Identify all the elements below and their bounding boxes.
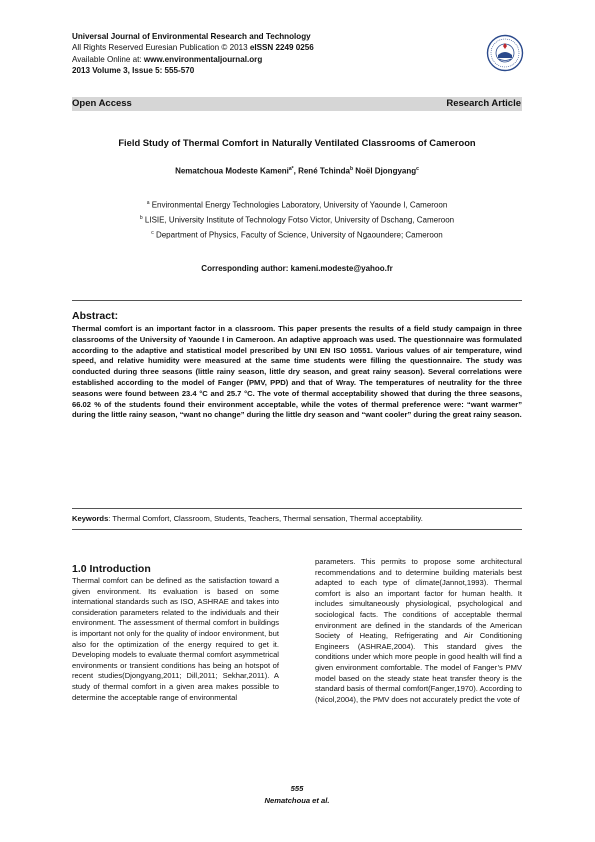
author-sup: c	[416, 166, 419, 172]
author-sup: a*	[288, 166, 294, 172]
journal-header	[72, 31, 314, 76]
article-type-label: Research Article	[446, 98, 521, 109]
journal-url[interactable]: www.environmentaljournal.org	[143, 54, 263, 64]
divider	[72, 300, 522, 301]
corresponding-author: Corresponding author: kameni.modeste@yahoo.fr	[201, 264, 393, 273]
online-label: Available Online at:	[72, 54, 144, 64]
keywords	[72, 514, 522, 523]
author-sup: b	[349, 166, 353, 172]
body-column-right: parameters. This permits to propose some architectural recommendations and to determine building materials best adapted to each type of climate(Jannot,1993). Thermal comfort is also an important factor for human health. It includes simultaneously physiological, psychological and sociological facts. The conditions of acceptable thermal environment are defined in the standards of the American Society of Heating, Refrigerating and Air Conditioning Engineers (ASHRAE,2004). This standard gives the conditions under which more people in good health will find a given environment comfortable. The model of Fanger’s PMV model based on the steady state heat transfer theory is the standard basis of thermal comfort(Fanger,1970). According to (Nicol,2004), the PMV does not accurately predict the vote of	[315, 557, 522, 704]
author-name: Noël Djongyang	[355, 166, 417, 176]
affiliations	[72, 197, 522, 242]
journal-name: Universal Journal of Environmental Research and Technology	[72, 32, 311, 41]
page-number: 555	[290, 784, 304, 793]
keywords-label: Keywords	[72, 514, 109, 523]
author-name: René Tchinda	[298, 166, 350, 176]
affiliation: $^b$ LISIE, University Institute of Technology Fotso Victor, University of Dschang, Cameroon	[139, 215, 455, 225]
footer-author: Nematchoua et al.	[264, 796, 330, 805]
section-heading: 1.0 Introduction	[72, 563, 151, 575]
abstract-text: Thermal comfort is an important factor in a classroom. This paper presents the results of a field study campaign in three classrooms of the University of Yaounde I in Cameroon. An adaptive approach was used. The questionnaire was formulated according to the adaptive and statistical model prescribed by UNI EN ISO 10551. Various values of air temperature, wind speed, and relative humidity were measured at the same time students were filling the questionnaire. The study was conducted during three seasons (little rainy season, little dry season, and great rainy season). Several correlations were established according to the model of Fanger (PMV, PPD) and that of Wray. The temperatures of neutrality for the three seasons were found between 23.4 °C and 25.7 °C. The vote of thermal acceptability showed that during the three seasons, 66.02 % of the students found their environment acceptable, while the votes of thermal preference were: “want warmer” during the little rainy season, “want no change” during the little dry season and “want cooler” during the great rainy season.	[72, 324, 522, 420]
open-access-label: Open Access	[72, 98, 132, 109]
journal-logo-icon	[486, 34, 524, 72]
author-name: Nematchoua Modeste Kameni	[175, 166, 289, 176]
abstract-heading: Abstract:	[72, 310, 119, 322]
divider	[72, 529, 522, 530]
divider	[72, 508, 522, 509]
keywords-list: : Thermal Comfort, Classroom, Students, Teachers, Thermal sensation, Thermal acceptability.	[108, 514, 423, 523]
rights-text: All Rights Reserved Euresian Publication © 2013	[72, 43, 250, 53]
paper-title: Field Study of Thermal Comfort in Naturally Ventilated Classrooms of Cameroon	[118, 137, 476, 148]
affiliation: $^a$ Environmental Energy Technologies Laboratory, University of Yaounde I, Cameroon	[146, 200, 448, 210]
author-list: Nematchoua Modeste Kameni$^{a*}$, René Tchinda$^b$ Noël Djongyang$^c$	[175, 166, 419, 176]
body-column-left: Thermal comfort can be defined as the satisfaction toward a given environment. Its evaluation is based on some international standards such as ISO, ASHRAE and takes into consideration parameters related to the individuals and their environment. The assessment of thermal comfort in buildings is important not only for the quality of indoor environment, but also for the optimization of the energy required to get it. Developing models to evaluate thermal comfort asymmetrical environments or transient conditions has being an hotspot of recent studies(Djongyang,2011; Dill,2011; Sekhar,2011). A study of thermal comfort in a given area makes possible to determine the acceptable range of environmental	[72, 576, 279, 702]
volume-issue: 2013 Volume 3, Issue 5: 555-570	[72, 65, 195, 75]
affiliation: $^c$ Department of Physics, Faculty of Science, University of Ngaoundere; Cameroon	[151, 230, 443, 240]
article-type-banner	[72, 97, 522, 111]
eissn: eISSN 2249 0256	[249, 43, 314, 53]
